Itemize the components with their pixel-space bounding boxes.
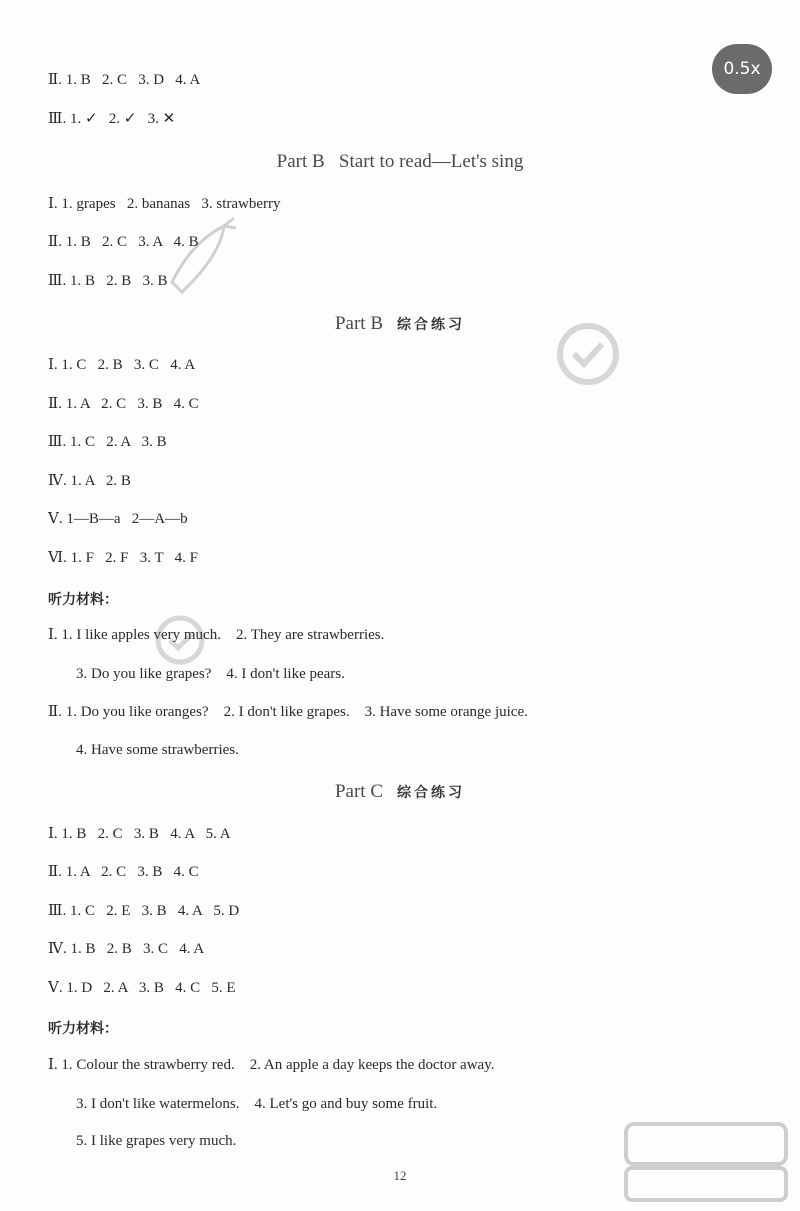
listening-material-label: 听力材料： xyxy=(48,1021,118,1037)
answer-line-11: Ⅵ. 1. F 2. F 3. T 4. F xyxy=(48,550,198,566)
answer-line-8: Ⅲ. 1. C 2. A 3. B xyxy=(48,434,167,450)
zoom-level-badge[interactable]: 0.5x xyxy=(712,44,772,94)
section-heading-title: Part C xyxy=(334,781,384,802)
answer-line-14: Ⅱ. 1. Do you like oranges? 2. I don't like grapes. 3. Have some orange juice. xyxy=(48,704,528,720)
answer-line-23: 5. I like grapes very much. xyxy=(76,1133,237,1149)
section-heading-subtitle: 综合练习 xyxy=(397,317,466,333)
answer-line-2: Ⅲ. 1. ✓ 2. ✓ 3. ✕ xyxy=(48,111,176,127)
site-watermark-icon xyxy=(622,1118,792,1206)
answer-line-10: Ⅴ. 1—B—a 2—A—b xyxy=(48,511,188,527)
listening-material-label: 听力材料： xyxy=(48,592,118,608)
answer-line-16: Ⅰ. 1. B 2. C 3. B 4. A 5. A xyxy=(48,826,231,842)
check-logo-watermark-icon-2 xyxy=(140,610,220,700)
section-heading-title: Part B Start to read—Let's sing xyxy=(276,151,524,172)
answer-line-21: Ⅰ. 1. Colour the strawberry red. 2. An apple a day keeps the doctor away. xyxy=(48,1057,495,1073)
section-heading-1 xyxy=(0,150,800,174)
answer-line-4: Ⅱ. 1. B 2. C 3. A 4. B xyxy=(48,234,199,250)
answer-line-18: Ⅲ. 1. C 2. E 3. B 4. A 5. D xyxy=(48,903,240,919)
answer-line-19: Ⅳ. 1. B 2. B 3. C 4. A xyxy=(48,941,205,957)
answer-line-12: Ⅰ. 1. I like apples very much. 2. They are strawberries. xyxy=(48,627,385,643)
carrot-watermark-icon xyxy=(162,212,242,307)
answer-line-7: Ⅱ. 1. A 2. C 3. B 4. C xyxy=(48,396,199,412)
answer-line-13: 3. Do you like grapes? 4. I don't like pears. xyxy=(76,666,345,682)
answer-line-5: Ⅲ. 1. B 2. B 3. B xyxy=(48,273,168,289)
answer-line-22: 3. I don't like watermelons. 4. Let's go and buy some fruit. xyxy=(76,1096,438,1112)
answer-line-9: Ⅳ. 1. A 2. B xyxy=(48,473,131,489)
answer-line-1: Ⅱ. 1. B 2. C 3. D 4. A xyxy=(48,72,201,88)
answer-line-15: 4. Have some strawberries. xyxy=(76,742,239,758)
section-heading-2 xyxy=(0,312,800,337)
section-heading-3 xyxy=(0,780,800,805)
answer-line-17: Ⅱ. 1. A 2. C 3. B 4. C xyxy=(48,864,199,880)
answer-line-20: Ⅴ. 1. D 2. A 3. B 4. C 5. E xyxy=(48,980,236,996)
answer-line-3: Ⅰ. 1. grapes 2. bananas 3. strawberry xyxy=(48,196,281,212)
section-heading-title: Part B xyxy=(334,313,384,334)
page-number: 12 xyxy=(393,1168,407,1183)
section-heading-subtitle: 综合练习 xyxy=(397,785,466,801)
answer-line-6: Ⅰ. 1. C 2. B 3. C 4. A xyxy=(48,357,196,373)
